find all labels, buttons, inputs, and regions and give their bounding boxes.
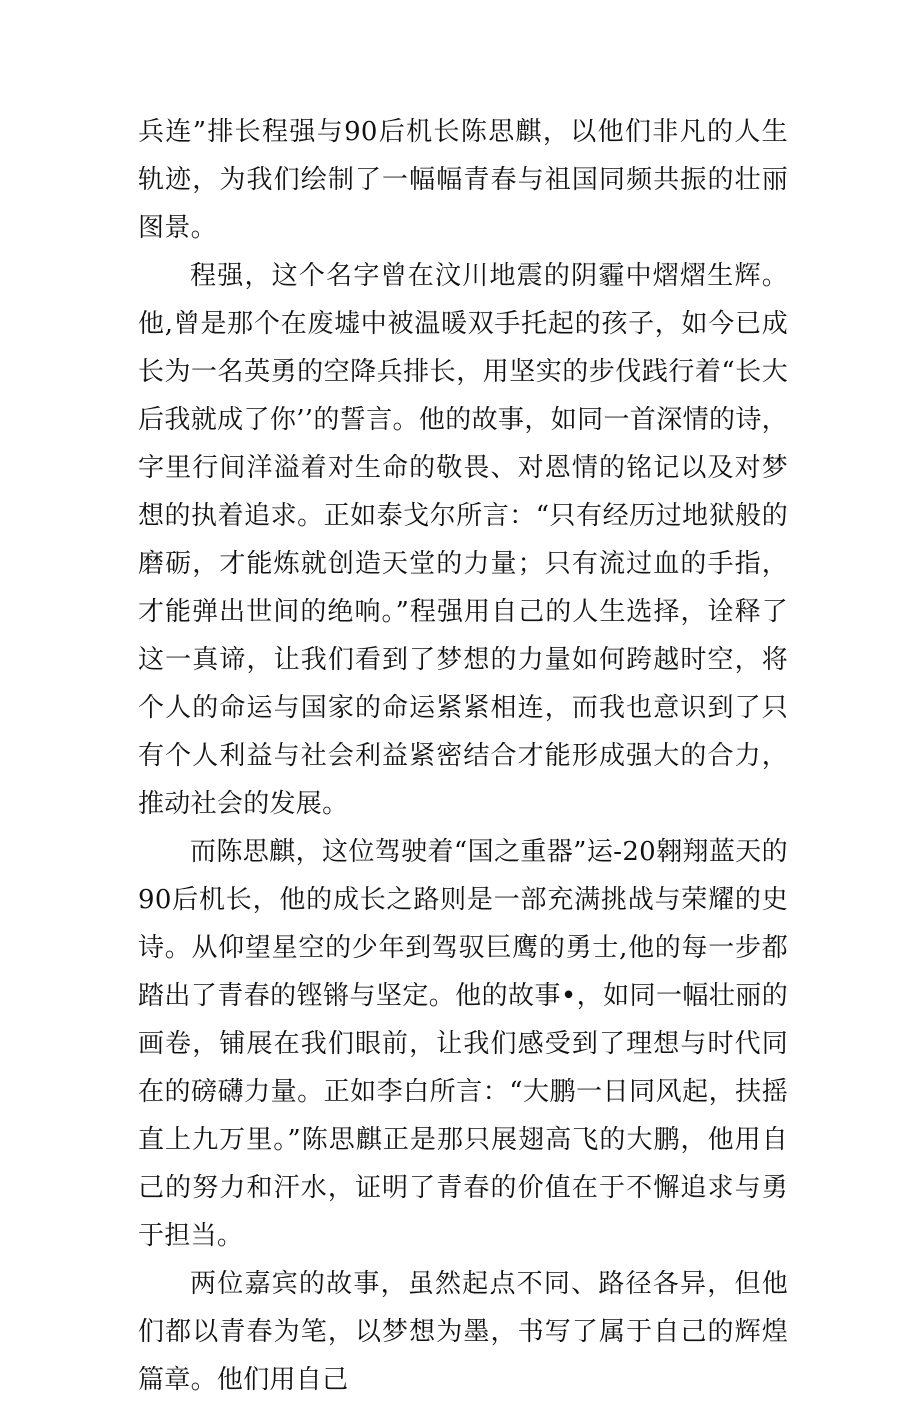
document-body: [138, 108, 788, 1404]
paragraph-chen-siqi: 而陈思麒，这位驾驶着“国之重器”运-20翱翔蓝天的90后机长，他的成长之路则是一部充满挑战与荣耀的史诗。从仰望星空的少年到驾驭巨鹰的勇士,他的每一步都踏出了青春的铿锵与坚定。他的故事•，如同一幅壮丽的画卷，铺展在我们眼前，让我们感受到了理想与时代同在的磅礴力量。正如李白所言：“大鹏一日同风起，扶摇直上九万里。”陈思麒正是那只展翅高飞的大鹏，他用自己的努力和汗水，证明了青春的价值在于不懈追求与勇于担当。: [138, 837, 788, 1251]
paragraph-continuation: 兵连”排长程强与90后机长陈思麒，以他们非凡的人生轨迹，为我们绘制了一幅幅青春与祖国同频共振的壮丽图景。: [138, 117, 788, 243]
paragraph-cheng-qiang: 程强，这个名字曾在汶川地震的阴霾中熠熠生辉。他,曾是那个在废墟中被温暖双手托起的孩子，如今已成长为一名英勇的空降兵排长，用坚实的步伐践行着“长大后我就成了你’’的誓言。他的故事，如同一首深情的诗，字里行间洋溢着对生命的敬畏、对恩情的铭记以及对梦想的执着追求。正如泰戈尔所言：“只有经历过地狱般的磨砺，才能炼就创造天堂的力量；只有流过血的手指，才能弹出世间的绝响。”程强用自己的人生选择，诠释了这一真谛，让我们看到了梦想的力量如何跨越时空，将个人的命运与国家的命运紧紧相连，而我也意识到了只有个人利益与社会利益紧密结合才能形成强大的合力，推动社会的发展。: [138, 261, 788, 819]
paragraph-two-guests: 两位嘉宾的故事，虽然起点不同、路径各异，但他们都以青春为笔，以梦想为墨，书写了属于自己的辉煌篇章。他们用自己: [138, 1269, 788, 1395]
